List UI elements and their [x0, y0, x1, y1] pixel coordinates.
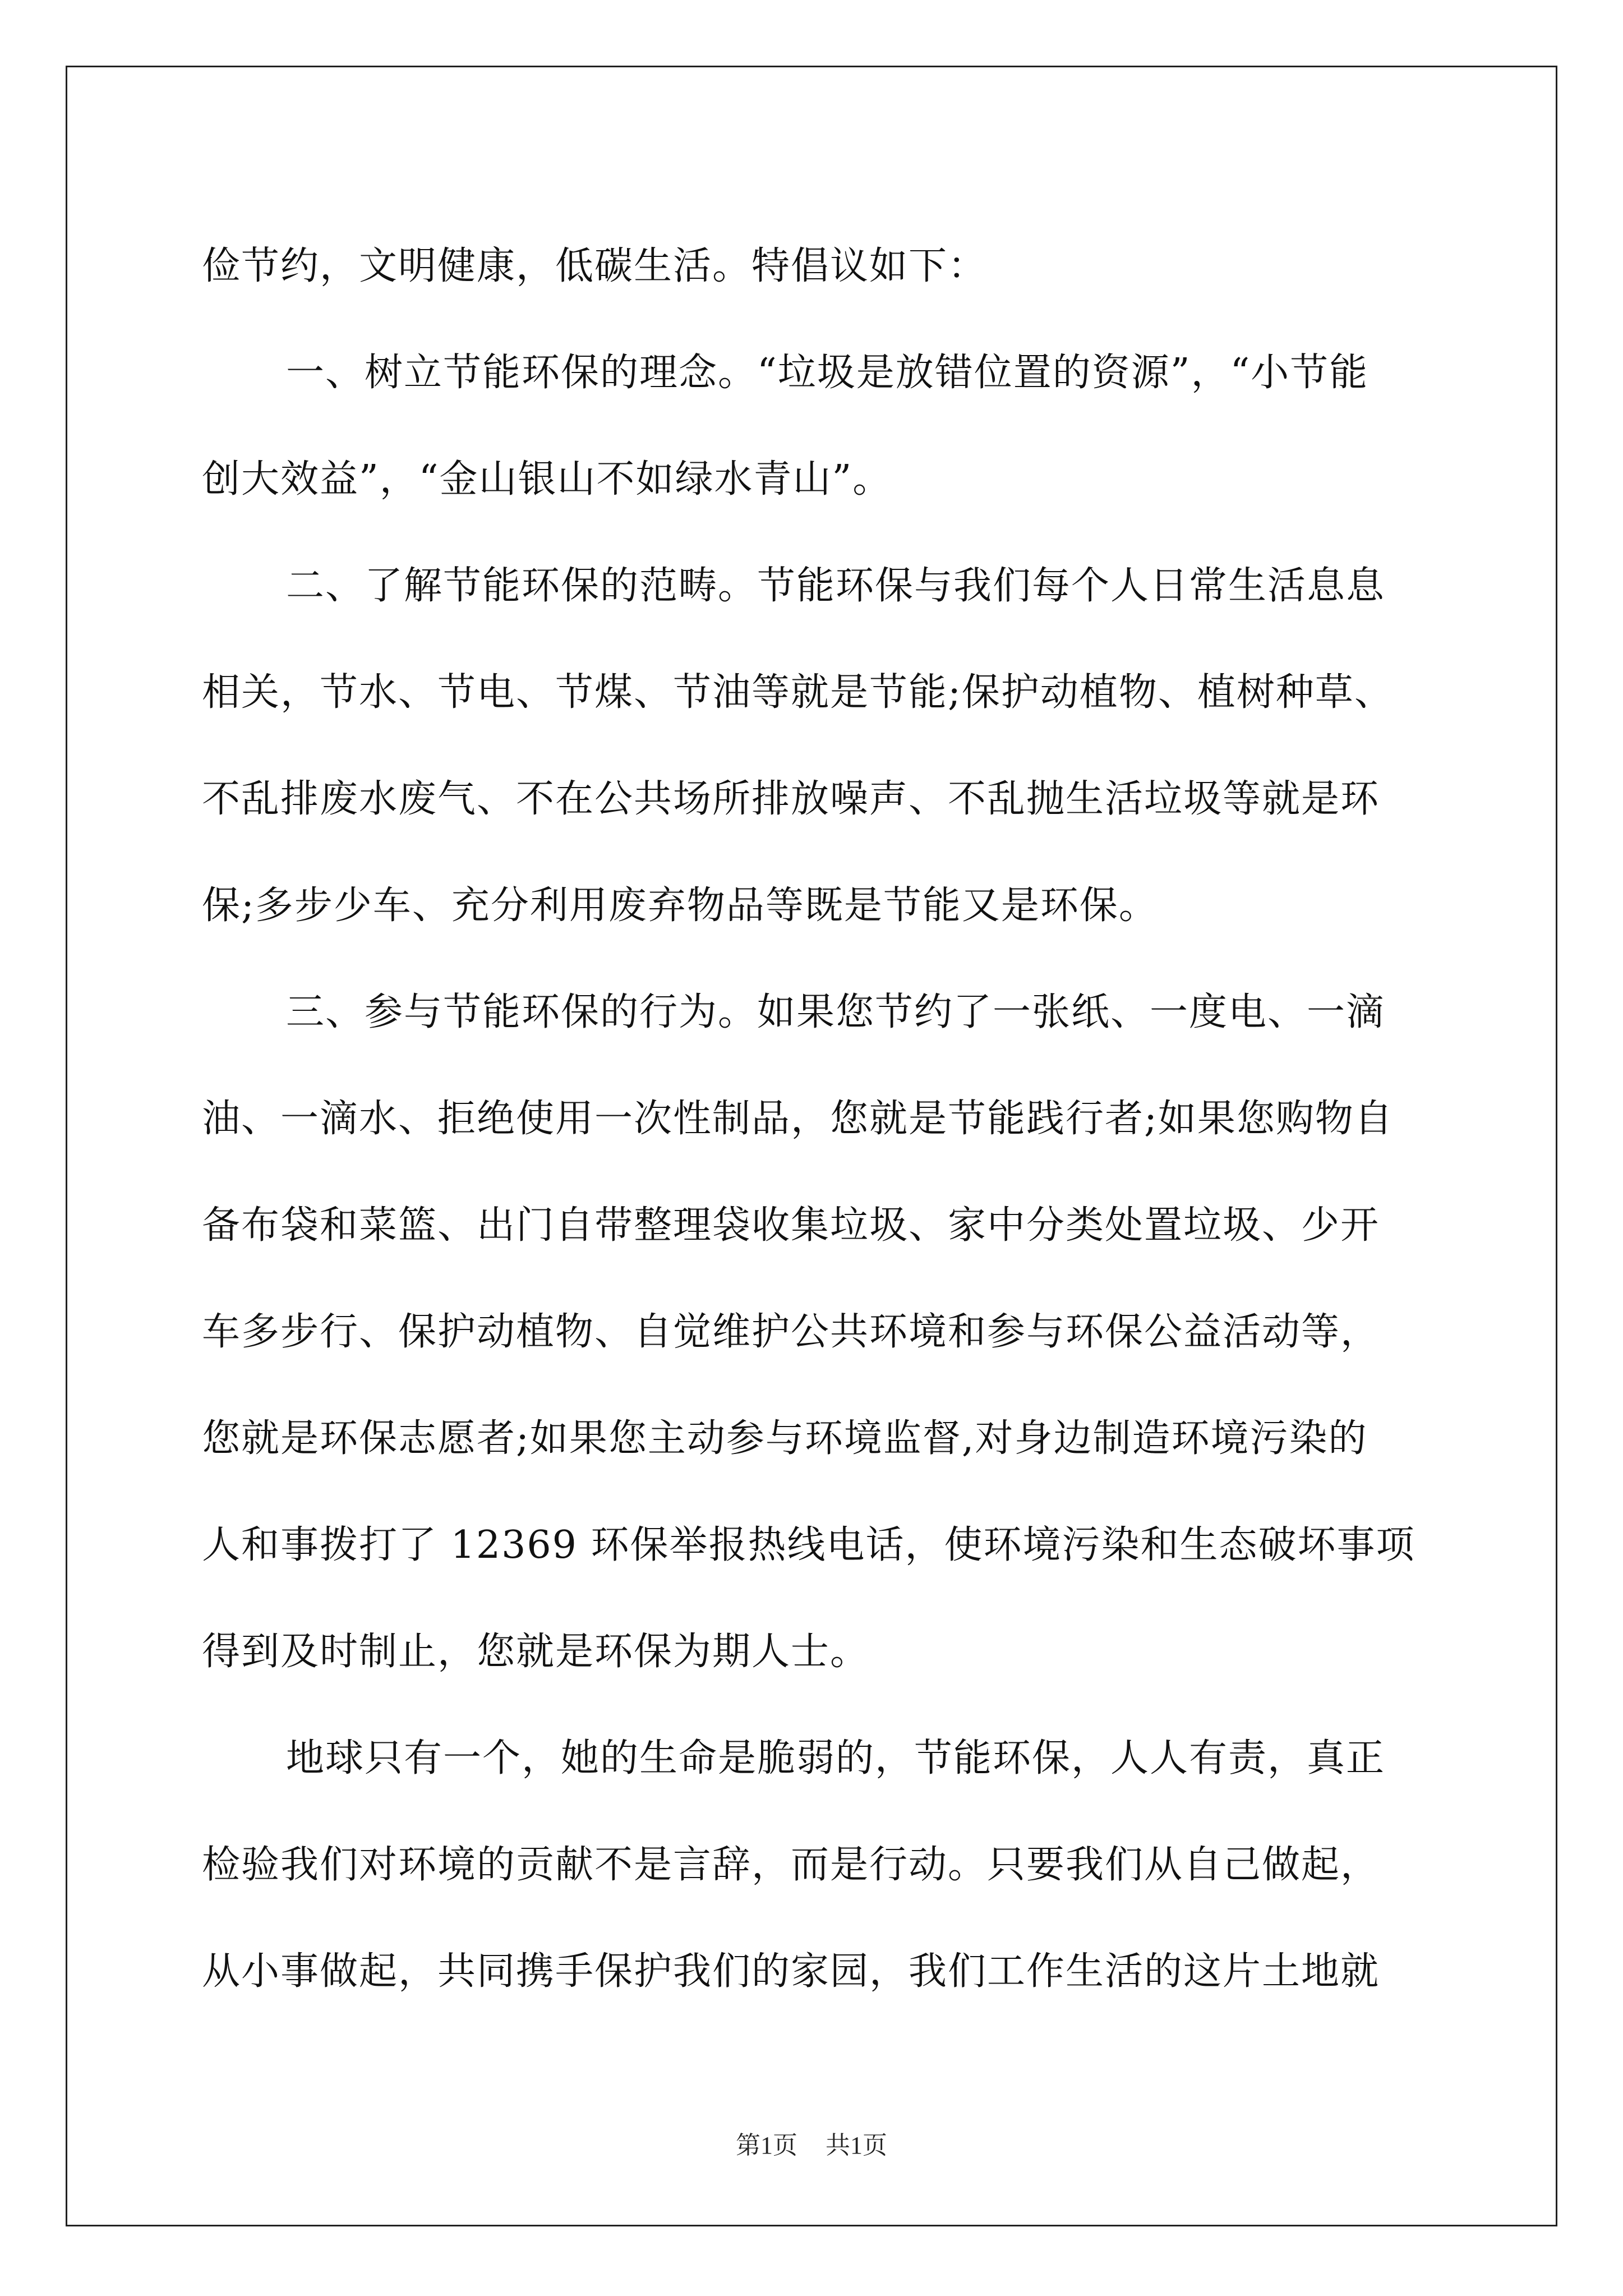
text-line: 地球只有一个，她的生命是脆弱的，节能环保，人人有责，真正 — [286, 1736, 1386, 1780]
text-line: 人和事拨打了 12369 环保举报热线电话，使环境污染和生态破坏事项 — [202, 1523, 1415, 1567]
page-number: 第1页 — [736, 2132, 797, 2159]
document-body — [202, 213, 1458, 2025]
text-line: 检验我们对环境的贡献不是言辞，而是行动。只要我们从自己做起， — [202, 1843, 1380, 1887]
text-line: 从小事做起，共同携手保护我们的家园，我们工作生活的这片土地就 — [202, 1949, 1380, 1994]
page-total: 共1页 — [826, 2132, 887, 2159]
text-line: 得到及时制止，您就是环保为期人士。 — [202, 1630, 870, 1674]
text-line: 创大效益”，“金山银山不如绿水青山”。 — [202, 457, 892, 501]
text-line: 您就是环保志愿者;如果您主动参与环境监督,对身边制造环境污染的 — [202, 1416, 1368, 1461]
text-line: 不乱排废水废气、不在公共场所排放噪声、不乱抛生活垃圾等就是环 — [202, 777, 1380, 821]
text-line: 三、参与节能环保的行为。如果您节约了一张纸、一度电、一滴 — [286, 990, 1386, 1034]
text-line: 相关，节水、节电、节煤、节油等就是节能;保护动植物、植树种草、 — [202, 670, 1394, 715]
text-line: 保;多步少车、充分利用废弃物品等既是节能又是环保。 — [202, 884, 1158, 928]
text-line: 备布袋和菜篮、出门自带整理袋收集垃圾、家中分类处置垃圾、少开 — [202, 1203, 1380, 1248]
text-line: 俭节约，文明健康，低碳生活。特倡议如下： — [202, 244, 988, 288]
text-line: 油、一滴水、拒绝使用一次性制品，您就是节能践行者;如果您购物自 — [202, 1097, 1394, 1141]
text-line: 车多步行、保护动植物、自觉维护公共环境和参与环保公益活动等， — [202, 1310, 1380, 1354]
page-footer — [0, 2129, 1623, 2162]
text-line: 二、了解节能环保的范畴。节能环保与我们每个人日常生活息息 — [286, 564, 1386, 608]
text-line: 一、树立节能环保的理念。“垃圾是放错位置的资源”，“小节能 — [286, 351, 1369, 395]
